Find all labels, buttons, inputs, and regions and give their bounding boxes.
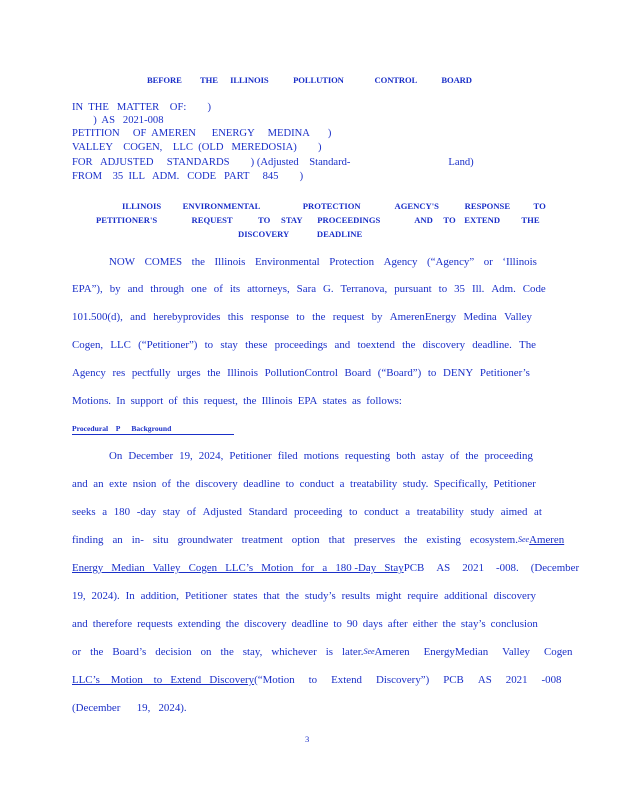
word: Motions. (72, 395, 112, 407)
word: -008. (496, 562, 519, 574)
page-number: 3 (305, 734, 310, 744)
see-signal: See (363, 647, 375, 656)
word: to (285, 478, 295, 490)
word: proceedings (274, 339, 328, 351)
word: to (427, 367, 437, 379)
word: of (213, 283, 223, 295)
word: pectfully (131, 367, 171, 379)
word: PCB (403, 562, 425, 574)
word: conduct (364, 506, 399, 518)
word: a (102, 506, 108, 518)
word: to (333, 618, 342, 630)
word: extending (177, 618, 221, 630)
word: Cogen, (72, 339, 104, 351)
word: and (130, 311, 146, 323)
word: response (250, 311, 289, 323)
word: -008 (541, 674, 562, 686)
line-words (72, 645, 363, 659)
word: groundwater (177, 534, 233, 546)
word: either (412, 618, 438, 630)
word: to (348, 506, 358, 518)
word: finding (72, 534, 104, 546)
word: 19, (179, 450, 193, 462)
word: 180 (113, 506, 131, 518)
word: (“Board”) (377, 367, 422, 379)
word: -day (136, 506, 157, 518)
title-line: ILLINOIS ENVIRONMENTAL PROTECTION AGENCY'S RESPONSE TO (122, 201, 546, 211)
word: AS (436, 562, 451, 574)
word: addition, (140, 590, 180, 602)
word: nsion (132, 478, 157, 490)
word: conclusion (490, 618, 538, 630)
word: the (220, 646, 234, 658)
paragraph-line: (December 19, 2024). (72, 702, 187, 714)
word: stay (220, 339, 238, 351)
word: to (204, 339, 214, 351)
word: 2024, (198, 450, 224, 462)
word: Petitioner’s (479, 367, 530, 379)
word: study. (402, 478, 429, 490)
word: (“Agency” (427, 256, 475, 268)
word: one (191, 283, 207, 295)
word: astay (421, 450, 445, 462)
word: of (161, 478, 171, 490)
word: AS (477, 674, 492, 686)
word: days (362, 618, 383, 630)
word: Specifically, (433, 478, 488, 490)
word: Illinois (214, 256, 246, 268)
word: Board’s (112, 646, 147, 658)
title-line: DISCOVERY DEADLINE (238, 229, 363, 239)
word: and (72, 618, 88, 630)
paragraph-line (72, 477, 536, 491)
word: the (285, 590, 299, 602)
word: The (519, 339, 536, 351)
paragraph-line (72, 505, 542, 519)
word: Petitioner (184, 590, 228, 602)
word: filed (277, 450, 298, 462)
word: a (405, 506, 411, 518)
word: the (90, 646, 104, 658)
word: Environmental (254, 256, 320, 268)
word: PCB (443, 674, 464, 686)
word: 35 (454, 283, 465, 295)
word: the (312, 311, 326, 323)
paragraph-line (72, 673, 562, 687)
word: G. (322, 283, 334, 295)
word: results (341, 590, 371, 602)
caption-line: ) AS 2021-008 (72, 115, 164, 126)
word: Ameren (374, 646, 410, 658)
word: that (328, 534, 345, 546)
paragraph-line (72, 533, 565, 547)
line-words (375, 645, 573, 659)
see-signal: See (518, 535, 530, 544)
word: the (465, 450, 479, 462)
word: discovery (195, 478, 238, 490)
word: Valley (502, 646, 530, 658)
word: EPA (297, 395, 318, 407)
word: 19, (72, 590, 86, 602)
word: this (227, 311, 244, 323)
word: an (93, 478, 104, 490)
word: an (112, 534, 123, 546)
court-heading: BEFORE THE ILLINOIS POLLUTION CONTROL BOARD (147, 75, 472, 85)
word: request, (203, 395, 238, 407)
word: treatability (350, 478, 398, 490)
word: stay, (242, 646, 263, 658)
word: after (387, 618, 408, 630)
caption-line: FOR ADJUSTED STANDARDS ) (Adjusted Standard- Land) (72, 157, 474, 168)
word: states (233, 590, 258, 602)
word: the (176, 478, 190, 490)
paragraph-line (72, 366, 530, 380)
word: (“Petitioner”) (138, 339, 198, 351)
word: LLC (110, 339, 131, 351)
word: December (128, 450, 174, 462)
word: ‘Illinois (502, 256, 537, 268)
word: aimed (500, 506, 528, 518)
word: Agency (383, 256, 418, 268)
title-line: PETITIONER'S REQUEST TO STAY PROCEEDINGS AND TO EXTEND THE (96, 215, 540, 225)
word: requesting (344, 450, 391, 462)
word: later. (341, 646, 364, 658)
word: decision (155, 646, 192, 658)
word: deadline. (472, 339, 512, 351)
word: Sara (296, 283, 317, 295)
word: support (130, 395, 164, 407)
word: its (229, 283, 241, 295)
word: discovery (244, 618, 287, 630)
paragraph-line (72, 589, 536, 603)
word: as (351, 395, 362, 407)
word: ecosystem. (469, 534, 518, 546)
word: therefore (92, 618, 133, 630)
paragraph-line (109, 255, 537, 269)
word: and (127, 283, 144, 295)
paragraph-line (72, 645, 573, 659)
word: request (332, 311, 365, 323)
word: Discovery”) (376, 674, 430, 686)
word: EPA”), (72, 283, 103, 295)
citation-link[interactable]: Energy Median Valley Cogen LLC’s Motion for a 180 -Day Stay (72, 562, 404, 574)
word: Extend (331, 674, 362, 686)
word: is (325, 646, 333, 658)
word: 2021 (505, 674, 528, 686)
word: at (534, 506, 542, 518)
word: and (334, 339, 351, 351)
word: proceeding (293, 506, 343, 518)
word: follows: (366, 395, 402, 407)
paragraph-line (109, 449, 533, 463)
word: in- (131, 534, 144, 546)
word: Agency (72, 367, 106, 379)
paragraph-line (72, 338, 536, 352)
paragraph-line (72, 310, 532, 324)
caption-line: FROM 35 ILL ADM. CODE PART 845 ) (72, 171, 304, 182)
word: stay (162, 506, 181, 518)
word: the (243, 395, 257, 407)
paragraph-line (72, 561, 580, 575)
word: that (263, 590, 280, 602)
word: stay’s (460, 618, 486, 630)
word: the (191, 256, 205, 268)
line-words (254, 673, 561, 687)
word: Terranova, (340, 283, 388, 295)
word: motions (303, 450, 339, 462)
word: AmerenEnergy (389, 311, 457, 323)
word: the (402, 339, 416, 351)
line-words (72, 533, 518, 547)
word: seeks (72, 506, 96, 518)
word: herebyprovides (153, 311, 221, 323)
line-words (404, 561, 579, 575)
word: Illinois (227, 367, 258, 379)
word: or (72, 646, 82, 658)
paragraph-line (72, 394, 402, 408)
word: Medina (463, 311, 497, 323)
word: require (407, 590, 439, 602)
word: to (296, 311, 305, 323)
word: Valley (504, 311, 532, 323)
word: Adjusted (202, 506, 242, 518)
word: Code (522, 283, 546, 295)
word: discovery (493, 590, 536, 602)
word: Petitioner (493, 478, 536, 490)
word: option (291, 534, 320, 546)
word: the (404, 534, 418, 546)
word: Cogen (543, 646, 573, 658)
word: treatability (416, 506, 464, 518)
word: of (186, 506, 196, 518)
word: Petitioner (229, 450, 272, 462)
word: In (125, 590, 135, 602)
word: both (396, 450, 416, 462)
word: 90 (346, 618, 358, 630)
section-heading: Procedural P Background (72, 424, 234, 435)
word: On (109, 450, 123, 462)
word: Ill. (471, 283, 485, 295)
word: res (112, 367, 126, 379)
word: through (150, 283, 185, 295)
word: these (245, 339, 268, 351)
word: whichever (271, 646, 317, 658)
word: and (72, 478, 88, 490)
word: EnergyMedian (423, 646, 489, 658)
word: additional (444, 590, 488, 602)
word: requests (137, 618, 173, 630)
word: the (207, 367, 221, 379)
paragraph-line (72, 282, 546, 296)
word: of (450, 450, 460, 462)
word: PollutionControl (264, 367, 338, 379)
word: COMES (144, 256, 183, 268)
word: toextend (357, 339, 395, 351)
word: proceeding (484, 450, 533, 462)
word: the (225, 618, 240, 630)
word: Illinois (261, 395, 293, 407)
word: on (200, 646, 212, 658)
word: the (442, 618, 456, 630)
word: to (308, 674, 318, 686)
word: 101.500(d), (72, 311, 123, 323)
word: states (322, 395, 347, 407)
word: of (168, 395, 178, 407)
word: deadline (243, 478, 281, 490)
word: Board (344, 367, 372, 379)
word: discovery (422, 339, 466, 351)
word: (December (530, 562, 580, 574)
word: study’s (304, 590, 336, 602)
word: existing (426, 534, 461, 546)
word: NOW (109, 256, 136, 268)
word: urges (177, 367, 201, 379)
word: Adm. (491, 283, 516, 295)
word: a (339, 478, 345, 490)
word: study (470, 506, 495, 518)
word: DENY (443, 367, 474, 379)
word: attorneys, (247, 283, 290, 295)
word: (“Motion (254, 674, 295, 686)
word: Protection (329, 256, 375, 268)
word: deadline (291, 618, 329, 630)
word: or (483, 256, 493, 268)
caption-line: IN THE MATTER OF: ) (72, 102, 211, 113)
word: situ (152, 534, 169, 546)
word: 2021 (462, 562, 485, 574)
word: to (438, 283, 448, 295)
caption-line: VALLEY COGEN, LLC (OLD MEREDOSIA) ) (72, 142, 322, 153)
word: might (376, 590, 402, 602)
word: exte (109, 478, 128, 490)
word: pursuant (394, 283, 432, 295)
word: In (116, 395, 126, 407)
caption-line: PETITION OF AMEREN ENERGY MEDINA ) (72, 128, 332, 139)
word: this (182, 395, 199, 407)
word: by (109, 283, 121, 295)
word: preserves (353, 534, 396, 546)
citation-link[interactable]: LLC’s Motion to Extend Discovery (72, 674, 255, 686)
word: treatment (241, 534, 283, 546)
word: 2024). (91, 590, 120, 602)
word: Standard (248, 506, 288, 518)
word: conduct (299, 478, 335, 490)
word: by (371, 311, 383, 323)
citation-link[interactable]: Ameren (529, 534, 565, 546)
paragraph-line (72, 617, 538, 631)
